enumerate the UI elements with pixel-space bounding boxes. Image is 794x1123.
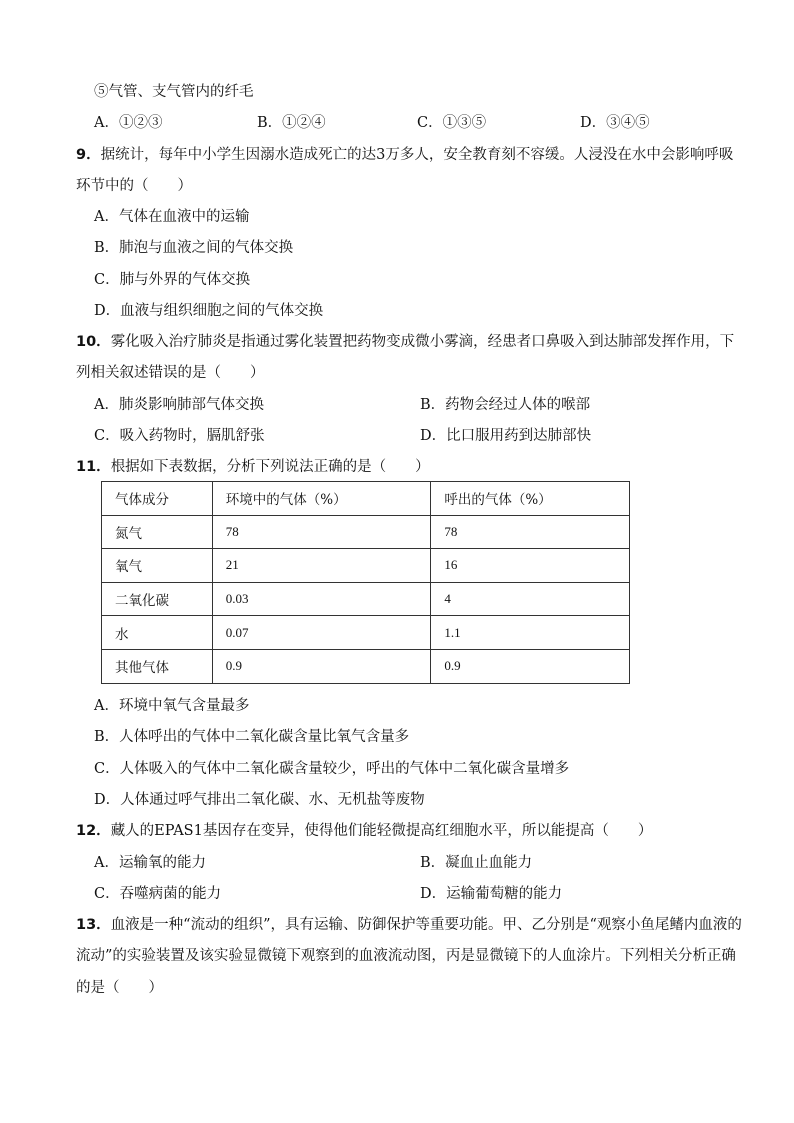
- table-cell: 16: [431, 549, 630, 583]
- q9-option-b: B．肺泡与血液之间的气体交换: [94, 240, 294, 256]
- q8-option-b: B．①②④: [257, 115, 326, 131]
- q12-stem: [76, 821, 652, 841]
- q8-option-c: C．①③⑤: [417, 115, 487, 131]
- q9-stem-line2: 环节中的（ ）: [76, 178, 192, 194]
- q10-option-d: D．比口服用药到达肺部快: [420, 428, 592, 444]
- table-header-row: [102, 482, 630, 516]
- q9-option-a: A．气体在血液中的运输: [94, 209, 250, 225]
- table-cell: 0.03: [212, 582, 431, 616]
- q9-option-d: D．血液与组织细胞之间的气体交换: [94, 303, 324, 319]
- q8-item-5: ⑤气管、支气管内的纤毛: [94, 84, 254, 100]
- q12-stem-text: 藏人的EPAS1基因存在变异，使得他们能轻微提高红细胞水平，所以能提高（ ）: [110, 823, 653, 839]
- table-cell: 4: [431, 582, 630, 616]
- table-cell: 78: [212, 515, 431, 549]
- q10-option-b: B．药物会经过人体的喉部: [420, 397, 591, 413]
- q11-option-d: D．人体通过呼气排出二氧化碳、水、无机盐等废物: [94, 792, 425, 808]
- q12-option-b: B．凝血止血能力: [420, 855, 533, 871]
- q13-stem: [76, 915, 742, 935]
- table-cell: 21: [212, 549, 431, 583]
- table-cell: 二氧化碳: [102, 582, 213, 616]
- q11-option-a: A．环境中氧气含量最多: [94, 698, 250, 714]
- q11-stem: [76, 457, 430, 477]
- table-cell: 水: [102, 616, 213, 650]
- q11-option-b: B．人体呼出的气体中二氧化碳含量比氧气含量多: [94, 729, 410, 745]
- table-cell: 0.9: [212, 649, 431, 683]
- q8-option-d: D．③④⑤: [580, 115, 650, 131]
- q10-stem: [76, 332, 734, 352]
- table-cell: 其他气体: [102, 649, 213, 683]
- table-cell: 氮气: [102, 515, 213, 549]
- q10-stem-line2: 列相关叙述错误的是（ ）: [76, 365, 265, 381]
- q8-options: [94, 113, 734, 133]
- q12-number: 12．: [76, 823, 111, 839]
- table-cell: 氧气: [102, 549, 213, 583]
- q12-option-d: D．运输葡萄糖的能力: [420, 886, 563, 902]
- q10-option-a: A．肺炎影响肺部气体交换: [94, 397, 264, 413]
- q10-option-c: C．吸入药物时，膈肌舒张: [94, 428, 265, 444]
- q9-number: 9．: [76, 147, 101, 163]
- q10-number: 10．: [76, 334, 111, 350]
- table-row: [102, 515, 630, 549]
- q13-stem-line3: 的是（ ）: [76, 980, 163, 996]
- q9-stem-line1: 据统计，每年中小学生因溺水造成死亡的达3万多人，安全教育刻不容缓。人浸没在水中会影响呼吸: [100, 147, 734, 163]
- q9-option-c: C．肺与外界的气体交换: [94, 272, 251, 288]
- table-cell: 0.07: [212, 616, 431, 650]
- table-cell: 0.9: [431, 649, 630, 683]
- q13-stem-line1: 血液是一种“流动的组织”，具有运输、防御保护等重要功能。甲、乙分别是“观察小鱼尾鳍内血液的: [110, 917, 742, 933]
- table-cell: 78: [431, 515, 630, 549]
- q9-stem: [76, 145, 733, 165]
- table-row: [102, 582, 630, 616]
- table-header-cell: 呼出的气体（%）: [431, 482, 630, 516]
- q12-option-c: C．吞噬病菌的能力: [94, 886, 222, 902]
- table-row: [102, 649, 630, 683]
- table-row: [102, 549, 630, 583]
- table-header-cell: 环境中的气体（%）: [212, 482, 431, 516]
- table-cell: 1.1: [431, 616, 630, 650]
- table-row: [102, 616, 630, 650]
- q11-stem-text: 根据如下表数据，分析下列说法正确的是（ ）: [110, 459, 430, 475]
- q12-option-a: A．运输氧的能力: [94, 855, 206, 871]
- table-header-cell: 气体成分: [102, 482, 213, 516]
- q13-number: 13．: [76, 917, 111, 933]
- q13-stem-line2: 流动”的实验装置及该实验显微镜下观察到的血液流动图，丙是显微镜下的人血涂片。下列相关分析正确: [76, 948, 736, 964]
- q10-stem-line1: 雾化吸入治疗肺炎是指通过雾化装置把药物变成微小雾滴，经患者口鼻吸入到达肺部发挥作用，下: [110, 334, 735, 350]
- q11-option-c: C．人体吸入的气体中二氧化碳含量较少，呼出的气体中二氧化碳含量增多: [94, 761, 570, 777]
- q11-number: 11．: [76, 459, 111, 475]
- q8-option-a: A．①②③: [94, 115, 163, 131]
- gas-composition-table: [101, 481, 630, 684]
